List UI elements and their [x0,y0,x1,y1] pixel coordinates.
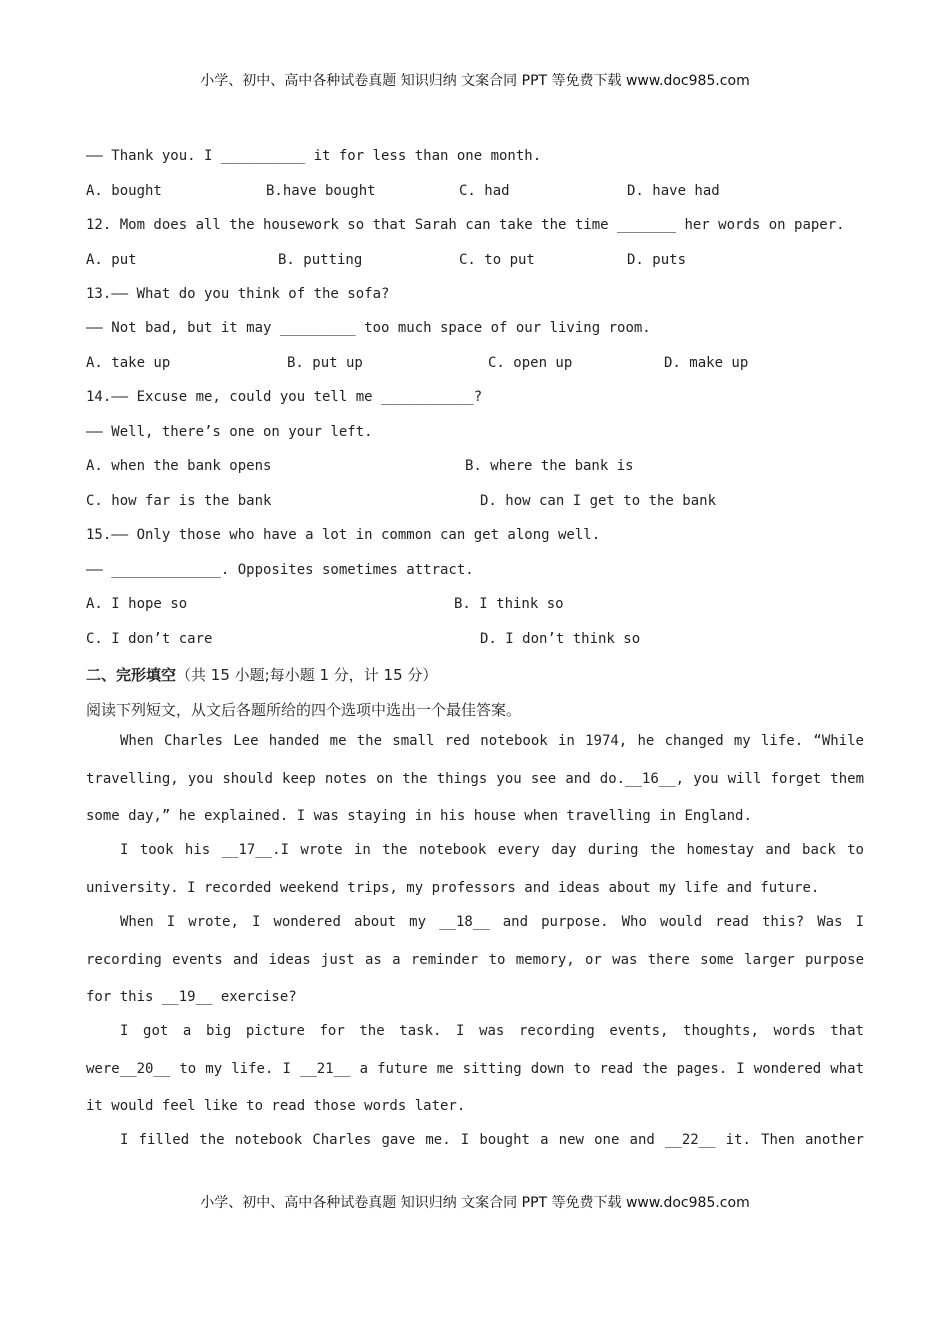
q14-line1: 14.—— Excuse me, could you tell me ___________? [86,389,483,405]
q15-option-c: C. I don’t care [86,631,213,647]
q13-line2: —— Not bad, but it may _________ too much space of our living room. [86,320,651,336]
passage-paragraph-1: When Charles Lee handed me the small red notebook in 1974, he changed my life. “While travelling, you should keep notes on the things you see and do.__16__, you will forget them some day,” he explained. I was staying in his house when travelling in England. [86,733,864,824]
q13-line1: 13.—— What do you think of the sofa? [86,286,390,302]
q11-option-c: C. had [459,183,510,199]
q12-option-a: A. put [86,252,137,268]
q14-option-c: C. how far is the bank [86,493,272,509]
section-instruction: 阅读下列短文，从文后各题所给的四个选项中选出一个最佳答案。 [86,701,522,719]
passage-paragraph-5: I filled the notebook Charles gave me. I bought a new one and __22__ it. Then another [120,1132,864,1148]
q15-option-d: D. I don’t think so [480,631,641,647]
q11-option-a: A. bought [86,183,162,199]
q13-option-a: A. take up [86,355,171,371]
q12-line: 12. Mom does all the housework so that Sarah can take the time _______ her words on paper. [86,217,845,233]
q15-option-a: A. I hope so [86,596,188,612]
passage-paragraph-2: I took his __17__.I wrote in the notebook every day during the homestay and back to university. I recorded weekend trips, my professors and ideas about my life and future. [86,842,864,896]
q13-option-d: D. make up [664,355,749,371]
q12-option-d: D. puts [627,252,687,268]
section-heading [86,664,437,685]
page-header: 小学、初中、高中各种试卷真题 知识归纳 文案合同 PPT 等免费下载 www.doc985.com [200,73,750,89]
passage-paragraph-4: I got a big picture for the task. I was recording events, thoughts, words that were__20__ to my life. I __21__ a future me sitting down to read the pages. I wondered what it would feel like to read those words later. [86,1023,864,1114]
q11-option-b: B.have bought [266,183,376,199]
q15-line2: —— _____________. Opposites sometimes attract. [86,562,474,578]
q14-option-d: D. how can I get to the bank [480,493,717,509]
q13-option-b: B. put up [287,355,363,371]
q14-option-b: B. where the bank is [465,458,634,474]
q12-option-b: B. putting [278,252,363,268]
passage-paragraph-3: When I wrote, I wondered about my __18__ and purpose. Who would read this? Was I recording events and ideas just as a reminder to memory, or was there some larger purpose for this __19__ exercise? [86,914,864,1005]
page-footer: 小学、初中、高中各种试卷真题 知识归纳 文案合同 PPT 等免费下载 www.doc985.com [200,1195,750,1211]
q14-line2: —— Well, there’s one on your left. [86,424,373,440]
q15-option-b: B. I think so [454,596,564,612]
q14-option-a: A. when the bank opens [86,458,272,474]
q15-line1: 15.—— Only those who have a lot in common can get along well. [86,527,601,543]
q12-option-c: C. to put [459,252,535,268]
q13-option-c: C. open up [488,355,573,371]
q11-line: —— Thank you. I __________ it for less than one month. [86,148,542,164]
q11-option-d: D. have had [627,183,720,199]
section-title: 二、完形填空 [86,666,177,684]
section-subtitle: （共 15 小题;每小题 1 分，计 15 分） [176,666,438,684]
